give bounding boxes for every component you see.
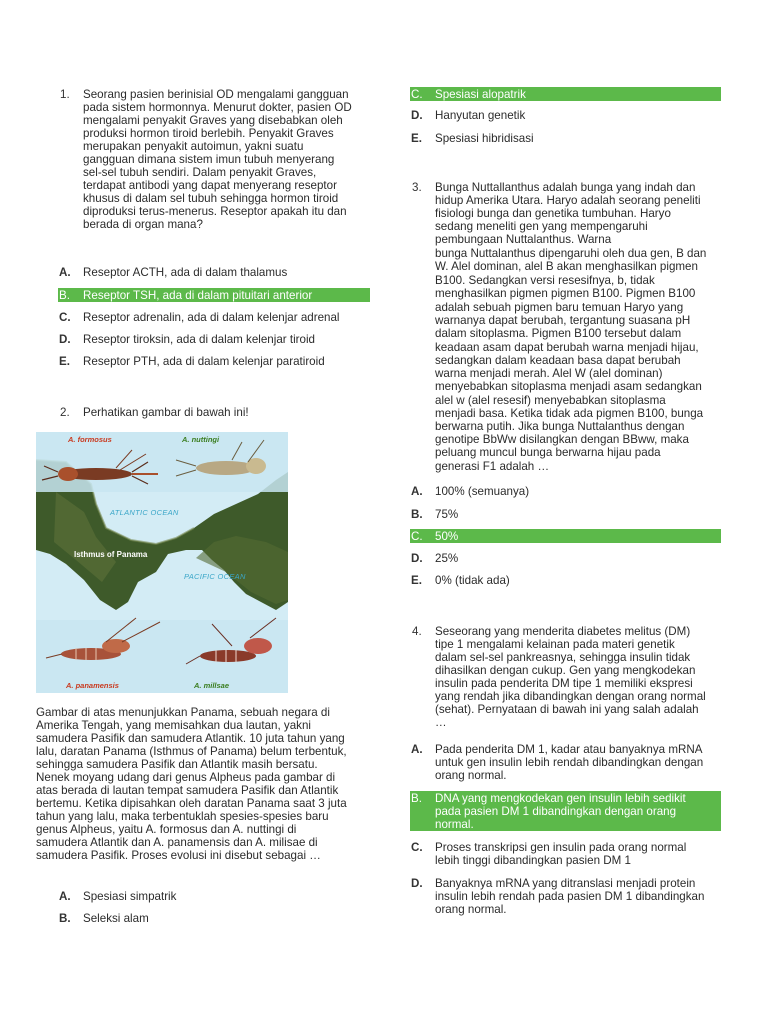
option-text-line: insulin lebih rendah pada pasien DM 1 dibandingkan: [435, 890, 705, 903]
q3-line: menyebabkan sitoplasma menjadi asam sedangkan: [435, 380, 702, 393]
q2-line: samudera Pasifik. Proses evolusi ini disebut sebagai …: [36, 849, 321, 862]
label-atlantic-ocean: ATLANTIC OCEAN: [110, 508, 179, 517]
q3-line: fisiologi bunga dan genetika tumbuhan. Haryo: [435, 207, 671, 220]
option-text: Spesiasi alopatrik: [435, 88, 526, 101]
option-letter: B.: [59, 289, 70, 302]
option-text-line: normal.: [435, 818, 474, 831]
label-nuttingi: A. nuttingi: [182, 435, 220, 444]
option-text: 25%: [435, 552, 459, 565]
q2-line: Nenek moyang udang dari genus Alpheus pada gambar di: [36, 771, 336, 784]
label-formosus: A. formosus: [68, 435, 112, 444]
option-letter: C.: [411, 841, 423, 854]
option-letter: A.: [411, 485, 423, 498]
q3-line: adalah sebuah pigmen baru temuan Haryo yang: [435, 301, 684, 314]
option-letter: D.: [411, 877, 423, 890]
q4-line: yang rendah jika dibandingkan dengan orang normal: [435, 690, 706, 703]
option-letter: C.: [411, 530, 423, 543]
q2-line: atas berada di lautan tempat samudera Pasifik dan Atlantik: [36, 784, 339, 797]
q2-line: sehingga samudera Pasifik dan Atlantik masih bersatu.: [36, 758, 318, 771]
option-text: Hanyutan genetik: [435, 109, 526, 122]
option-text: Reseptor TSH, ada di dalam pituitari anterior: [83, 289, 313, 302]
option-text: 50%: [435, 530, 459, 543]
q3-line: peluang muncul bunga berwarna hijau pada: [435, 446, 661, 459]
option-letter: B.: [411, 508, 423, 521]
q3-option-c-highlighted[interactable]: [410, 529, 721, 543]
q3-line: sedang meneliti gen yang mempengaruhi: [435, 220, 648, 233]
option-text-line: lebih tinggi dibandingkan pasien DM 1: [435, 854, 631, 867]
q1-line: khusus di dalam sel tubuh sehingga hormon tiroid: [83, 192, 339, 205]
q3-line: genotipe BbWw disilangkan dengan BBww, maka: [435, 433, 689, 446]
q2-number: 2.: [60, 406, 70, 419]
q3-number: 3.: [412, 181, 422, 194]
q4-line: dalam sel-sel pankreasnya, sehingga insulin tidak: [435, 651, 691, 664]
q2-line: samudera Atlantik dan A. panamensis dan A. milisae di: [36, 836, 318, 849]
q1-line: mengalami penyakit Graves yang disebabkan oleh: [83, 114, 343, 127]
option-text-line: orang normal.: [435, 769, 507, 782]
q1-line: terdapat antibodi yang dapat menyerang reseptor: [83, 179, 337, 192]
q1-line: berada di organ mana?: [83, 218, 203, 231]
q3-line: generasi F1 adalah …: [435, 460, 550, 473]
q3-line: menghasilkan pigmen pigmen B100. Pigmen B100: [435, 287, 696, 300]
q1-line: Seorang pasien berinisial OD mengalami gangguan: [83, 88, 349, 101]
option-text-line: Pada penderita DM 1, kadar atau banyaknya mRNA: [435, 743, 703, 756]
option-text: Spesiasi simpatrik: [83, 890, 177, 903]
option-text-line: pada pasien DM 1 dibandingkan dengan orang: [435, 805, 677, 818]
q1-line: diproduksi terus-menerus. Reseptor apakah itu dan: [83, 205, 347, 218]
option-letter: A.: [411, 743, 423, 756]
q3-line: menjadi basa. Ketika tidak ada pigmen B100, bunga: [435, 407, 704, 420]
option-letter: A.: [59, 266, 71, 279]
q1-line: merupakan penyakit autoimun, yakni suatu: [83, 140, 304, 153]
q3-line: Bunga Nuttallanthus adalah bunga yang indah dan: [435, 181, 696, 194]
option-letter: B.: [59, 912, 71, 925]
option-letter: D.: [411, 552, 423, 565]
option-text-line: Proses transkripsi gen insulin pada orang normal: [435, 841, 687, 854]
option-letter: B.: [411, 792, 422, 805]
q1-option-b-highlighted[interactable]: [58, 288, 370, 302]
q1-line: gangguan dimana sistem imun tubuh menyerang: [83, 153, 335, 166]
q3-line: berwarna putih. Jika bunga Nuttalanthus dengan: [435, 420, 685, 433]
option-text: 100% (semuanya): [435, 485, 530, 498]
q2-line: bertemu. Ketika dipisahkan oleh daratan Panama saat 3 juta: [36, 797, 347, 810]
q2-line: genus Alpheus, yaitu A. formosus dan A. nuttingi di: [36, 823, 297, 836]
q3-line: B100. Sedangkan versi resesifnya, b, tidak: [435, 274, 655, 287]
q4-line: …: [435, 716, 447, 729]
option-text: Reseptor PTH, ada di dalam kelenjar paratiroid: [83, 355, 325, 368]
q3-line: pembungaan Nuttalanthus. Warna: [435, 233, 612, 246]
option-text: 0% (tidak ada): [435, 574, 510, 587]
q4-line: dihasilkan dengan cukup. Gen yang mengkodekan: [435, 664, 696, 677]
option-letter: D.: [59, 333, 71, 346]
q2-prompt: Perhatikan gambar di bawah ini!: [83, 406, 249, 419]
option-letter: C.: [411, 88, 423, 101]
q2-line: Amerika Tengah, yang memisahkan dua lautan, yakni: [36, 719, 311, 732]
label-pacific-ocean: PACIFIC OCEAN: [184, 572, 246, 581]
q4-line: (sehat). Pernyataan di bawah ini yang salah adalah: [435, 703, 699, 716]
q4-option-b-highlighted[interactable]: [410, 791, 721, 831]
q3-line: bunga Nuttalanthus dipengaruhi oleh dua gen, B dan: [435, 247, 707, 260]
q1-line: sel-sel tubuh sendiri. Dalam penyakit Graves,: [83, 166, 317, 179]
option-text: Reseptor ACTH, ada di dalam thalamus: [83, 266, 288, 279]
q3-line: warna menjadi merah. Alel W (alel dominan): [435, 367, 663, 380]
option-letter: C.: [59, 311, 71, 324]
q3-line: sedangkan dalam keadaan basa dapat berubah: [435, 354, 681, 367]
label-panamensis: A. panamensis: [66, 681, 119, 690]
q4-number: 4.: [412, 625, 422, 638]
q3-line: alel w (alel resesif) menyebabkan sitoplasma: [435, 394, 666, 407]
q1-line: produksi hormon tiroid berlebih. Penyakit Graves: [83, 127, 334, 140]
label-isthmus: Isthmus of Panama: [74, 550, 148, 559]
q3-line: dalam sitoplasma. Pigmen B100 tersebut dalam: [435, 327, 682, 340]
option-text-line: Banyaknya mRNA yang ditranslasi menjadi protein: [435, 877, 696, 890]
option-letter: E.: [411, 132, 422, 145]
q2-option-c-highlighted[interactable]: [410, 87, 721, 101]
option-text-line: untuk gen insulin lebih rendah dibandingkan dengan: [435, 756, 704, 769]
option-text-line: orang normal.: [435, 903, 507, 916]
option-letter: D.: [411, 109, 423, 122]
q2-line: tahun yang lalu, maka terbentuklah spesies-spesies baru: [36, 810, 329, 823]
option-letter: E.: [59, 355, 70, 368]
q4-line: Seseorang yang menderita diabetes melitus (DM): [435, 625, 691, 638]
q3-line: W. Alel dominan, alel B akan menghasilkan pigmen: [435, 260, 698, 273]
option-text: Reseptor adrenalin, ada di dalam kelenjar adrenal: [83, 311, 340, 324]
q2-line: samudera Pasifik dan samudera Atlantik. 10 juta tahun yang: [36, 732, 345, 745]
option-text: Spesiasi hibridisasi: [435, 132, 534, 145]
option-text: 75%: [435, 508, 459, 521]
option-text: Reseptor tiroksin, ada di dalam kelenjar tiroid: [83, 333, 315, 346]
q2-line: lalu, daratan Panama (Isthmus of Panama) belum terbentuk,: [36, 745, 347, 758]
q4-line: insulin pada penderita DM tipe 1 memiliki ekspresi: [435, 677, 693, 690]
label-millsae: A. millsae: [194, 681, 230, 690]
q3-line: warnanya dapat berubah, tergantung suasana pH: [435, 314, 691, 327]
q3-line: keadaan asam dapat berubah warna menjadi hijau,: [435, 341, 699, 354]
alpheus-panama-figure: [36, 432, 288, 693]
option-letter: A.: [59, 890, 71, 903]
panama-map-illustration: [36, 432, 288, 693]
q1-line: pada sistem hormonnya. Menurut dokter, pasien OD: [83, 101, 352, 114]
option-text-line: DNA yang mengkodekan gen insulin lebih sedikit: [435, 792, 686, 805]
q3-line: hidup Amerika Utara. Haryo adalah seorang peneliti: [435, 194, 701, 207]
q2-line: Gambar di atas menunjukkan Panama, sebuah negara di: [36, 706, 330, 719]
option-letter: E.: [411, 574, 422, 587]
q4-line: tipe 1 mengalami kelainan pada materi genetik: [435, 638, 675, 651]
option-text: Seleksi alam: [83, 912, 149, 925]
q1-number: 1.: [60, 88, 70, 101]
